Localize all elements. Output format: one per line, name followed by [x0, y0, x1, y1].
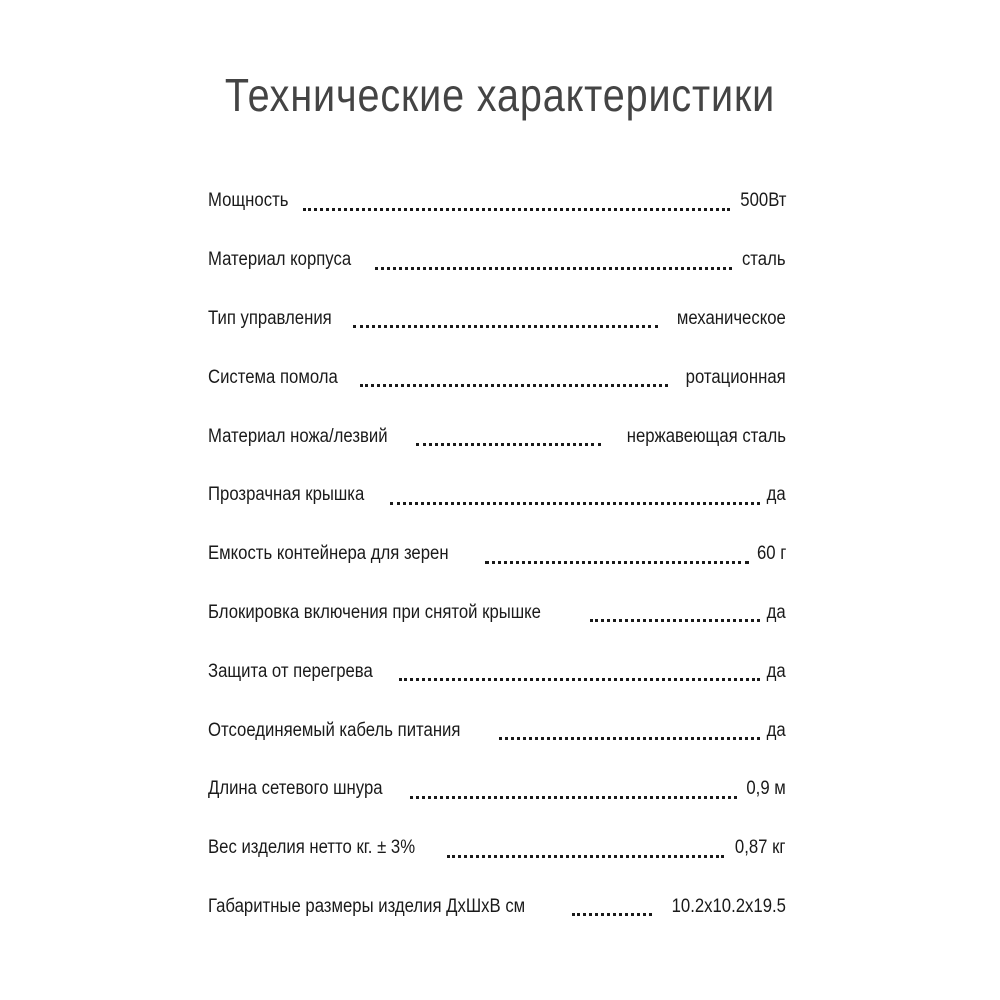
spec-value: 500Вт	[739, 190, 786, 212]
spec-value: да	[766, 601, 786, 623]
spec-value: механическое	[677, 307, 786, 329]
spec-label: Блокировка включения при снятой крышке	[208, 601, 541, 623]
spec-value: да	[766, 719, 786, 741]
spec-row-detachable-cable	[208, 701, 786, 760]
spec-row-dimensions	[208, 878, 786, 937]
dotted-leader	[353, 305, 659, 328]
spec-value: да	[766, 484, 786, 506]
spec-label: Вес изделия нетто кг. ± 3%	[208, 837, 416, 859]
spec-label: Защита от перегрева	[208, 660, 373, 682]
spec-value: 0,9 м	[746, 778, 786, 800]
spec-row-control-type	[208, 290, 786, 349]
spec-row-overheat-protection	[208, 642, 786, 701]
spec-row-lid-interlock	[208, 584, 786, 643]
dotted-leader	[447, 835, 724, 858]
spec-value: 0,87 кг	[735, 837, 786, 859]
spec-row-transparent-lid	[208, 466, 786, 525]
spec-label: Длина сетевого шнура	[208, 778, 383, 800]
spec-label: Система помола	[208, 366, 338, 388]
spec-value: нержавеющая сталь	[626, 425, 786, 447]
spec-value: сталь	[742, 249, 786, 271]
spec-row-grinding-system	[208, 348, 786, 407]
page-title: Технические характеристики	[224, 69, 776, 121]
dotted-leader	[360, 364, 669, 387]
spec-label: Материал корпуса	[208, 249, 352, 271]
spec-label: Габаритные размеры изделия ДхШхВ см	[208, 895, 526, 917]
dotted-leader	[590, 599, 760, 622]
spec-label: Мощность	[208, 190, 289, 212]
spec-row-bean-capacity	[208, 525, 786, 584]
dotted-leader	[399, 658, 760, 681]
dotted-leader	[499, 717, 760, 740]
spec-value: да	[766, 660, 786, 682]
dotted-leader	[375, 247, 733, 270]
spec-row-cord-length	[208, 760, 786, 819]
spec-list	[208, 172, 786, 936]
dotted-leader	[416, 423, 601, 446]
dotted-leader	[485, 541, 748, 564]
spec-row-net-weight	[208, 819, 786, 878]
spec-value: 10.2х10.2х19.5	[671, 895, 786, 917]
spec-label: Тип управления	[208, 307, 332, 329]
spec-label: Отсоединяемый кабель питания	[208, 719, 461, 741]
spec-label: Материал ножа/лезвий	[208, 425, 388, 447]
spec-label: Емкость контейнера для зерен	[208, 543, 449, 565]
dotted-leader	[572, 893, 652, 916]
dotted-leader	[410, 776, 737, 799]
spec-row-body-material	[208, 231, 786, 290]
dotted-leader	[390, 482, 761, 505]
dotted-leader	[303, 188, 729, 211]
spec-row-power	[208, 172, 786, 231]
spec-label: Прозрачная крышка	[208, 484, 365, 506]
spec-value: ротационная	[685, 366, 786, 388]
spec-value: 60 г	[756, 543, 786, 565]
spec-row-blade-material	[208, 407, 786, 466]
